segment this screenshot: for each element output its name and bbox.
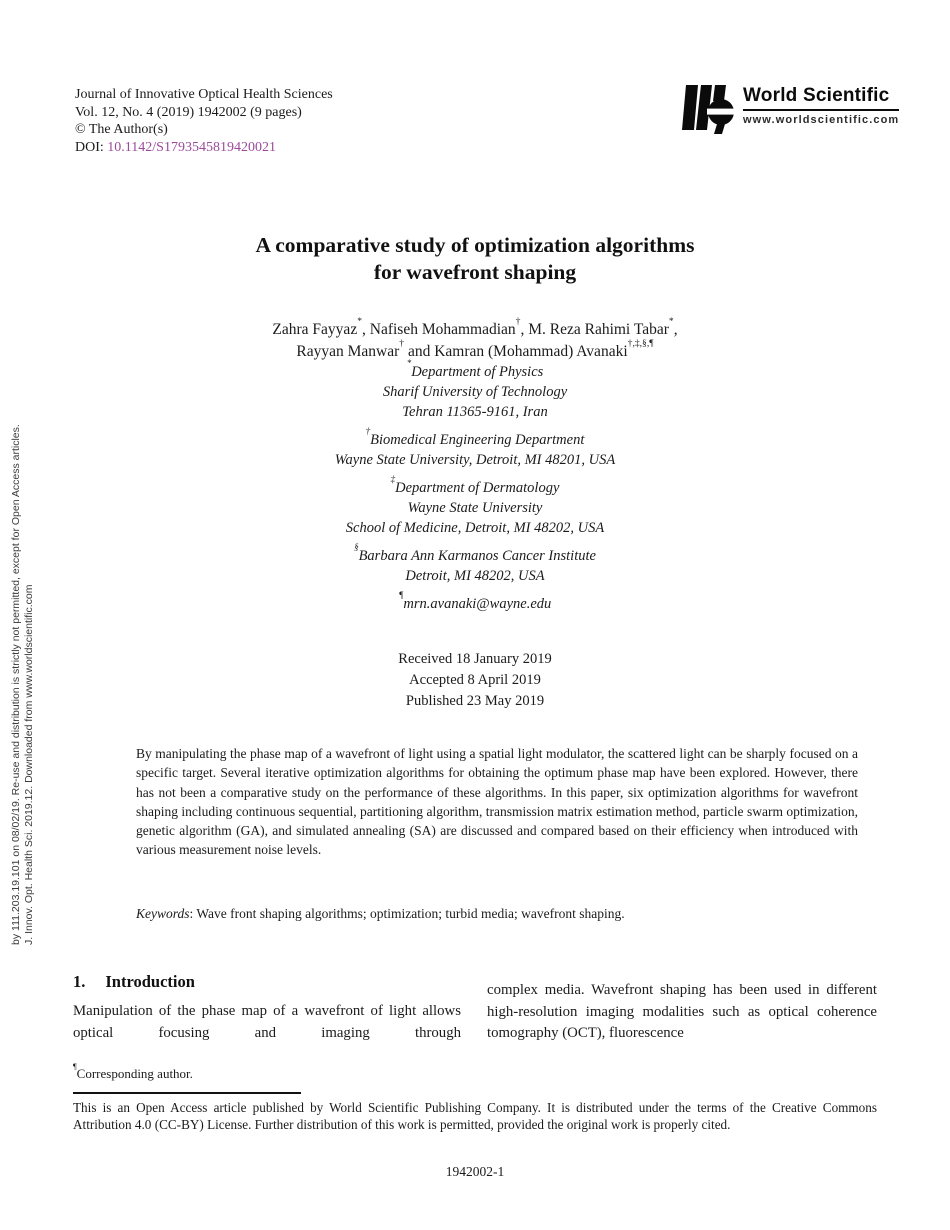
footnote-text: Corresponding author. (76, 1066, 193, 1081)
download-stamp-line-inner: J. Innov. Opt. Health Sci. 2019.12. Downloaded from www.worldscientific.com (23, 584, 35, 945)
article-title-line2: for wavefront shaping (373, 260, 577, 284)
keywords-line (136, 906, 858, 922)
publisher-name: World Scientific (743, 86, 899, 111)
affiliation-group (60, 358, 890, 422)
author-list (60, 315, 890, 363)
section-title: Introduction (105, 972, 195, 991)
footnote-marker: ¶ (73, 1062, 77, 1072)
open-access-statement: This is an Open Access article published by World Scientific Publishing Company. It is distributed under the terms of the Creative Commons Attribution 4.0 (CC-BY) License. Further distribution of this work is permitted, provided the original work is properly cited. (73, 1100, 877, 1133)
publisher-logo (681, 80, 900, 136)
right-column (487, 980, 877, 1045)
article-title-line1: A comparative study of optimization algorithms (255, 233, 695, 257)
journal-name: Journal of Innovative Optical Health Sciences (75, 87, 333, 102)
affiliation-group (60, 426, 890, 470)
keywords-label: Keywords (136, 906, 190, 921)
left-column-paragraph: Manipulation of the phase map of a wavefront of light allows optical focusing and imaging through (73, 1003, 461, 1041)
affiliation-line: ¶mrn.avanaki@wayne.edu (398, 590, 552, 612)
corresponding-author-footnote (73, 1062, 193, 1082)
section-heading-introduction (73, 972, 461, 992)
world-scientific-logo-icon (681, 80, 737, 136)
page-number: 1942002-1 (445, 1164, 505, 1179)
author-line: Zahra Fayyaz*, Nafiseh Mohammadian†, M. Reza Rahimi Tabar*, (272, 315, 678, 338)
date-line: Accepted 8 April 2019 (409, 672, 541, 688)
affiliation-line: School of Medicine, Detroit, MI 48202, USA (345, 520, 605, 536)
doi-line (75, 139, 333, 157)
article-dates (60, 649, 890, 712)
keywords-text: : Wave front shaping algorithms; optimization; turbid media; wavefront shaping. (189, 906, 625, 921)
left-column (73, 972, 461, 1044)
footnote-divider (73, 1092, 301, 1094)
doi-label: DOI: (75, 139, 108, 155)
affiliation-line: §Barbara Ann Karmanos Cancer Institute (354, 542, 596, 564)
date-line: Published 23 May 2019 (405, 693, 545, 709)
affiliation-line: *Department of Physics (406, 358, 544, 380)
author-line: Rayyan Manwar† and Kamran (Mohammad) Avanaki†,‡,§,¶ (296, 337, 654, 360)
right-column-paragraph: complex media. Wavefront shaping has been used in different high-resolution imaging modalities such as optical coherence tomography (OCT), fluorescence (487, 982, 877, 1041)
affiliation-line: Detroit, MI 48202, USA (405, 568, 545, 584)
section-number: 1. (73, 972, 86, 991)
affiliation-line: Wayne State University (407, 500, 543, 516)
affiliation-group (60, 590, 890, 614)
affiliation-line: ‡Department of Dermatology (390, 474, 560, 496)
journal-volume-line: Vol. 12, No. 4 (2019) 1942002 (9 pages) (75, 104, 302, 120)
download-stamp (10, 285, 36, 945)
affiliation-line: †Biomedical Engineering Department (365, 426, 585, 448)
affiliation-group (60, 542, 890, 586)
affiliation-line: Wayne State University, Detroit, MI 48201, USA (334, 452, 616, 468)
abstract: By manipulating the phase map of a wavefront of light using a spatial light modulator, the scattered light can be sharply focused on a specific target. Several iterative optimization algorithms for obtaining the optimum phase map have been explored. However, there has not been a comparative study on the performance of these algorithms. In this paper, six optimization algorithms for wavefront shaping including continuous sequential, partitioning algorithm, transmission matrix estimation method, particle swarm optimization, genetic algorithm (GA), and simulated annealing (SA) are discussed and compared based on their efficiency when introduced with various measurement noise levels. (136, 746, 858, 858)
doi-link[interactable]: 10.1142/S1793545819420021 (107, 139, 276, 155)
article-title (60, 232, 890, 286)
date-line: Received 18 January 2019 (398, 651, 552, 667)
download-stamp-line-outer: by 111.203.19.101 on 08/02/19. Re-use and distribution is strictly not permitted, except for Open Access articles. (10, 424, 22, 945)
affiliation-line: Tehran 11365-9161, Iran (402, 404, 548, 420)
affiliation-line: Sharif University of Technology (382, 384, 568, 400)
publisher-url: www.worldscientific.com (743, 114, 900, 126)
copyright-line: © The Author(s) (75, 122, 168, 137)
journal-header (75, 86, 333, 156)
affiliations (60, 358, 890, 622)
affiliation-group (60, 474, 890, 538)
